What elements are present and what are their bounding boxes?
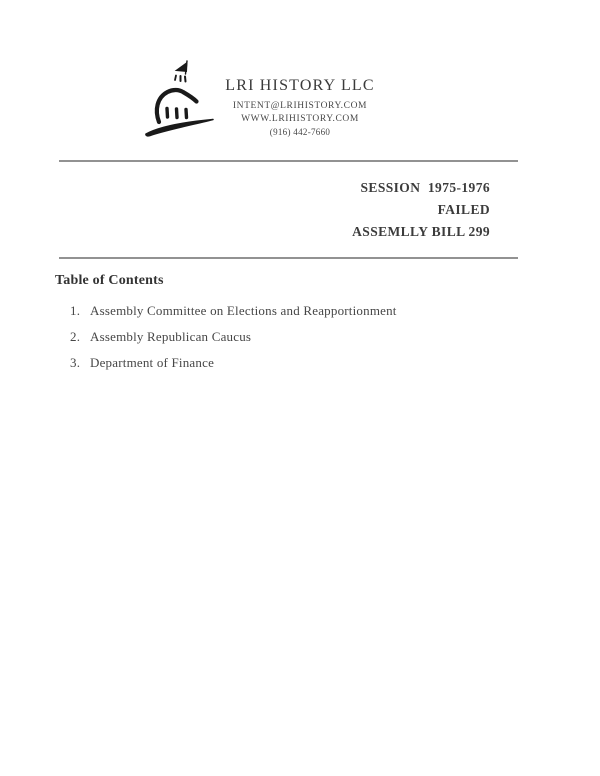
toc-item-label: Assembly Republican Caucus <box>90 329 252 344</box>
toc-item <box>70 329 550 355</box>
toc-item <box>70 303 550 329</box>
company-website: WWW.LRIHISTORY.COM <box>241 114 359 124</box>
session-years: SESSION 1975-1976 <box>360 180 490 195</box>
toc-item-label: Department of Finance <box>90 355 215 370</box>
toc-item-number: 3. <box>70 355 81 370</box>
session-block <box>352 177 490 243</box>
divider-top <box>59 160 518 162</box>
divider-bottom <box>59 257 518 259</box>
company-phone: (916) 442-7660 <box>269 127 331 137</box>
company-email: INTENT@LRIHISTORY.COM <box>232 101 368 111</box>
bill-status: FAILED <box>437 202 490 217</box>
toc-item-number: 2. <box>70 329 81 344</box>
toc-item-label: Assembly Committee on Elections and Reapportionment <box>90 303 397 318</box>
toc-list <box>70 303 550 381</box>
toc-item <box>70 355 550 381</box>
bill-number: ASSEMLLY BILL 299 <box>352 224 490 239</box>
toc-title: Table of Contents <box>55 273 164 288</box>
letterhead <box>158 76 442 139</box>
toc-item-number: 1. <box>70 303 81 318</box>
company-name: LRI HISTORY LLC <box>225 77 375 94</box>
